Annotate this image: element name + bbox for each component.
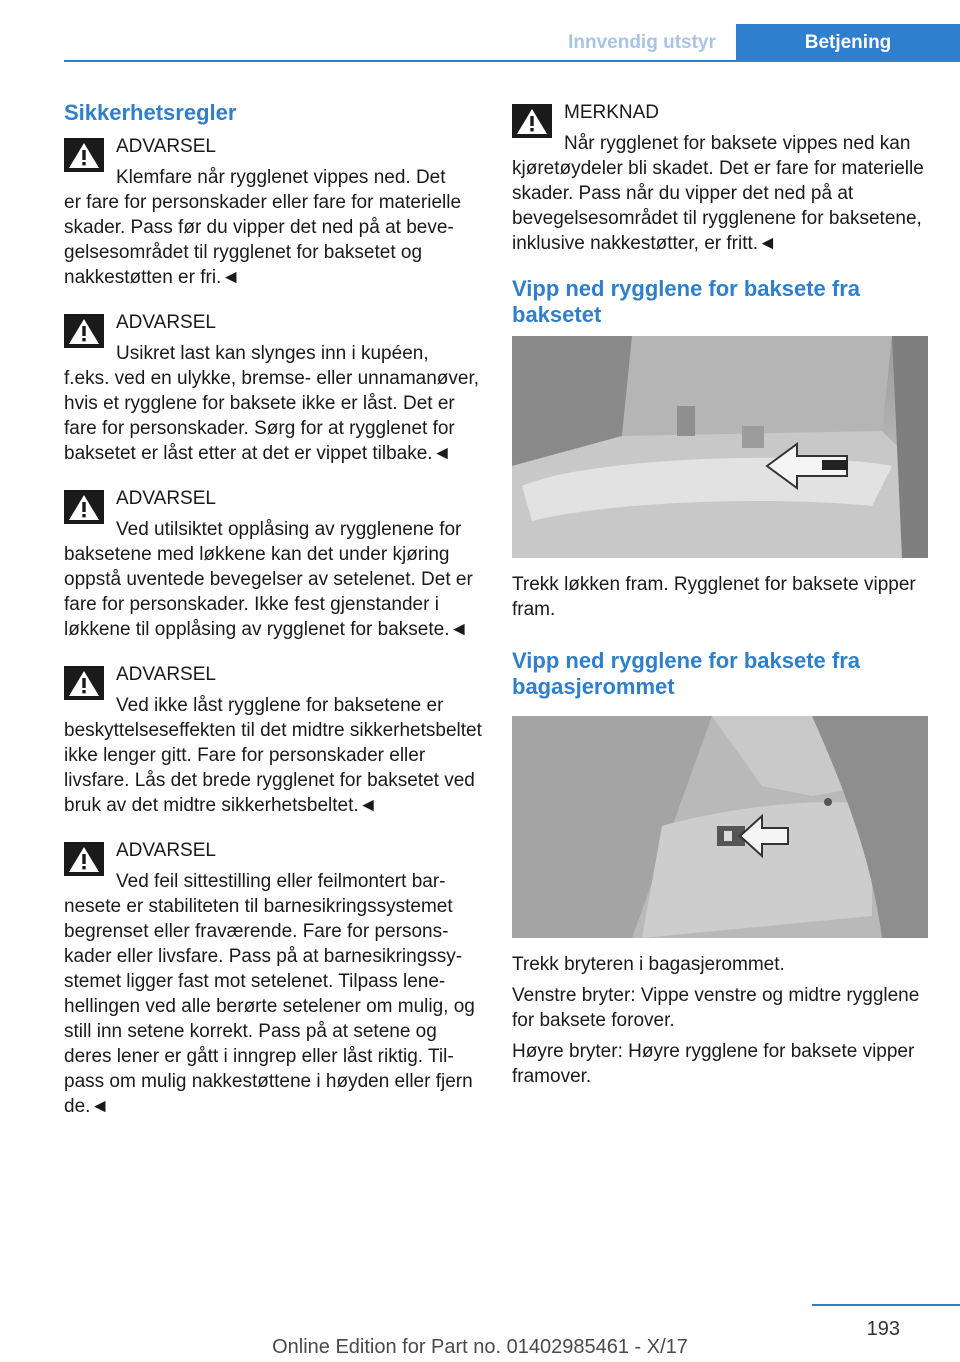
tab-betjening[interactable]: Betjening [736, 24, 960, 61]
paragraph: Høyre bryter: Høyre rygglene for baksete vipper framover. [512, 1041, 915, 1087]
note-text: kjøretøydeler bli skadet. Det er fare for materielle skader. Pass når du vipper det ned på at bevegelsesområdet til rygglenene for baksetene, inklusive nakkestøtter, er fritt.◄ [512, 158, 924, 254]
warning-block [64, 310, 484, 466]
warning-triangle-icon [64, 314, 104, 348]
warning-block [64, 838, 484, 1119]
warning-triangle-icon [64, 490, 104, 524]
edition-footer: Online Edition for Part no. 01402985461 - X/17 [272, 1336, 688, 1358]
warning-lead: Ved utilsiktet opplåsing av rygglenene for [116, 519, 462, 540]
warning-label: ADVARSEL [116, 136, 216, 157]
warning-text: er fare for personskader eller fare for materielle skader. Pass før du vipper det ned på at bevegelsesområdet til rygglenet for baksetet og nakkestøtten er fri.◄ [64, 192, 462, 288]
paragraph: Venstre bryter: Vippe venstre og midtre rygglene for baksete forover. [512, 985, 920, 1031]
warning-label: ADVARSEL [116, 840, 216, 861]
section-title-safety: Sikkerhetsregler [64, 100, 237, 125]
section-title-from-rear-seat: Vipp ned rygglene for baksete fra baksetet [512, 276, 861, 327]
warning-label: ADVARSEL [116, 488, 216, 509]
left-column [64, 100, 484, 1139]
figure-caption: Trekk løkken fram. Rygglenet for baksete vipper fram. [512, 574, 916, 620]
luggage-compartment-photo [512, 716, 928, 938]
warning-text: beskyttelseseffekten til det midtre sikkerhetsbeltet ikke lenger gitt. Fare for personskader eller livsfare. Lås det brede rygglenet for baksetet ved bruk av det midtre sikkerhetsbeltet.◄ [64, 720, 482, 816]
note-lead: Når rygglenet for baksete vippes ned kan [564, 133, 911, 154]
tab-innvendig-utstyr[interactable]: Innvendig utstyr [568, 31, 716, 53]
page-number: 193 [866, 1318, 900, 1340]
warning-text: f.eks. ved en ulykke, bremse- eller unnamanøver, hvis et rygglene for baksete ikke er låst. Det er fare for personskader. Sørg for at rygglenet for baksetet er låst etter at det er vippet tilbake.◄ [64, 368, 480, 464]
warning-lead: Klemfare når rygglenet vippes ned. Det [116, 167, 446, 188]
warning-text: baksetene med løkkene kan det under kjøring oppstå uventede bevegelser av setelenet. Det er fare for personskader. Ikke fest gjenstander i løkkene til opplåsing av rygglenet for baksete.◄ [64, 544, 473, 640]
warning-triangle-icon [512, 104, 552, 138]
warning-block [64, 134, 484, 290]
warning-lead: Ved feil sittestilling eller feilmontert bar- [116, 871, 446, 892]
warning-block [64, 486, 484, 642]
note-label: MERKNAD [564, 102, 660, 123]
warning-text: nesete er stabiliteten til barnesikringssystemet begrenset eller fraværende. Fare for personskader eller livsfare. Pass på at barnesikringssystemet ligger fast mot setelenet. Tilpass lenehellingen ved alle berørte setelener om mulig, og still inn setene korrekt. Pass på at setene og deres lener er gått i inngrep eller låst riktig. Tilpass om mulig nakkestøttene i høyden eller fjern de.◄ [64, 896, 475, 1117]
right-column [512, 100, 930, 1095]
warning-triangle-icon [64, 138, 104, 172]
paragraph: Trekk bryteren i bagasjerommet. [512, 954, 785, 975]
warning-block [64, 662, 484, 818]
note-block [512, 100, 930, 256]
rear-seat-photo [512, 336, 928, 558]
warning-label: ADVARSEL [116, 312, 216, 333]
section-title-from-luggage: Vipp ned rygglene for baksete fra bagasjerommet [512, 648, 861, 699]
warning-label: ADVARSEL [116, 664, 216, 685]
warning-triangle-icon [64, 666, 104, 700]
warning-lead: Ved ikke låst rygglene for baksetene er [116, 695, 444, 716]
warning-lead: Usikret last kan slynges inn i kupéen, [116, 343, 429, 364]
warning-triangle-icon [64, 842, 104, 876]
header-rule [64, 60, 960, 62]
footer-rule [812, 1304, 960, 1306]
